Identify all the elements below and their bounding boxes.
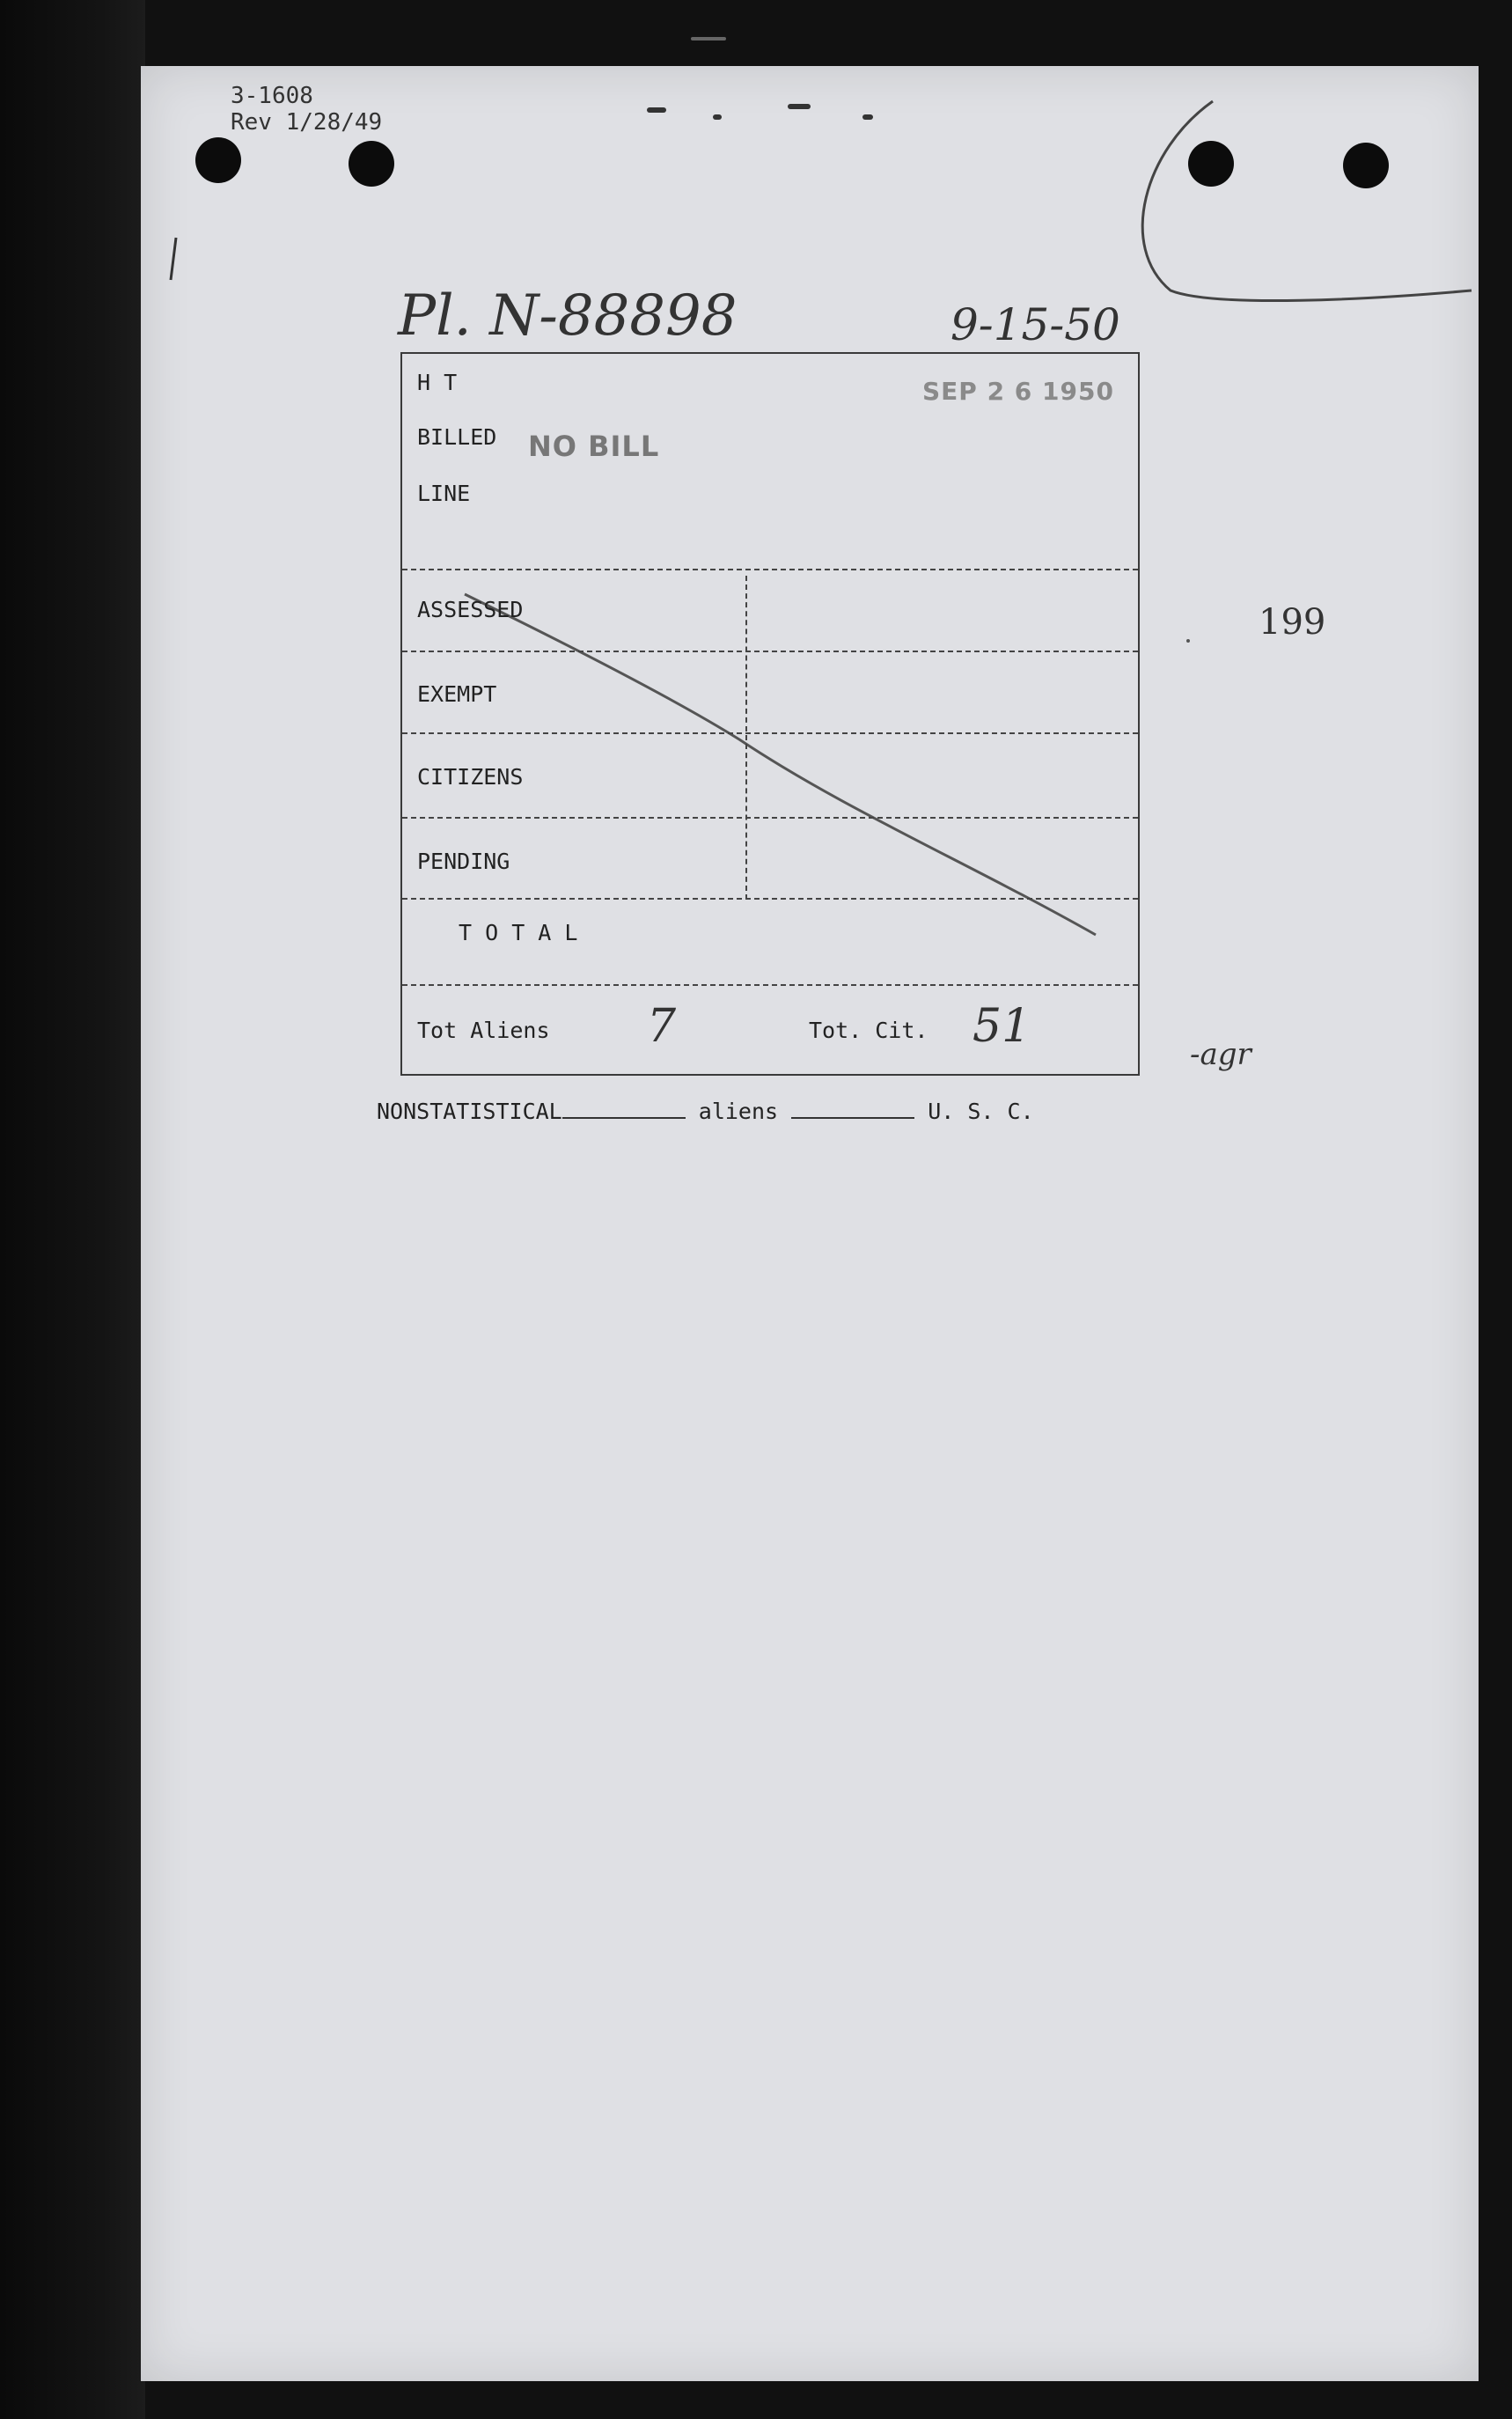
label-nonstatistical: NONSTATISTICAL [377, 1099, 562, 1124]
column-divider [745, 576, 747, 900]
label-citizens: CITIZENS [417, 764, 524, 790]
nonstatistical-line [377, 1099, 1034, 1124]
handwritten-reference: Pl. N-88898 [398, 283, 738, 349]
blank-field [562, 1117, 686, 1119]
label-total: T O T A L [459, 920, 578, 945]
stray-dot [1186, 639, 1190, 643]
row-divider [402, 898, 1138, 900]
form-number: 3-1608 [231, 83, 313, 109]
no-bill-stamp: NO BILL [528, 430, 660, 463]
row-divider [402, 817, 1138, 819]
tally-table [400, 352, 1140, 1076]
margin-tick [171, 238, 176, 280]
label-exempt: EXEMPT [417, 681, 497, 707]
label-pending: PENDING [417, 849, 510, 874]
label-tot-cit: Tot. Cit. [809, 1018, 928, 1043]
received-date-stamp: SEP 2 6 1950 [922, 377, 1114, 406]
row-divider [402, 732, 1138, 734]
pen-curve-stroke [1142, 101, 1472, 301]
handwritten-initials: -agr [1190, 1037, 1251, 1072]
page-number: 199 [1259, 602, 1326, 643]
label-tot-aliens: Tot Aliens [417, 1018, 550, 1043]
tot-aliens-value: 7 [647, 1000, 677, 1053]
label-assessed: ASSESSED [417, 597, 524, 622]
label-aliens: aliens [698, 1099, 779, 1124]
label-billed: BILLED [417, 424, 497, 450]
tot-cit-value: 51 [973, 1000, 1031, 1053]
blank-field [791, 1117, 914, 1119]
label-usc: U. S. C. [928, 1099, 1034, 1124]
row-divider [402, 651, 1138, 652]
row-divider [402, 569, 1138, 570]
label-ht: H T [417, 370, 458, 395]
row-divider [402, 984, 1138, 986]
form-revision: Rev 1/28/49 [231, 109, 383, 136]
label-line: LINE [417, 481, 471, 506]
handwritten-date: 9-15-50 [951, 299, 1120, 350]
